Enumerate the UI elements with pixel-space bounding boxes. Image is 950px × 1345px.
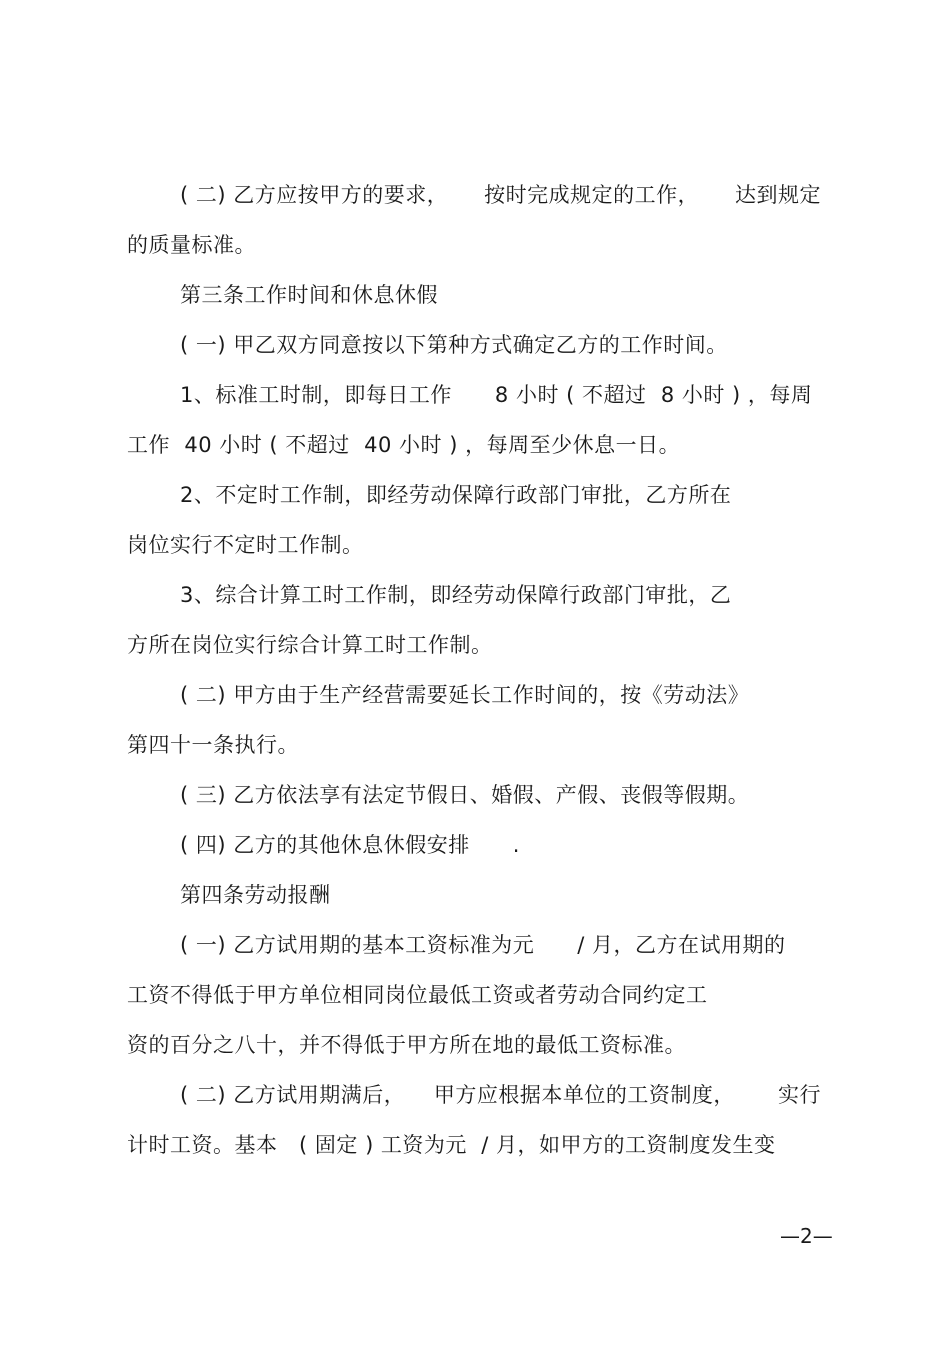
paragraph-line: ( 三) 乙方依法享有法定节假日、婚假、产假、丧假等假期。 [180,783,750,807]
paragraph-line: 计时工资。基本 ( 固定 ) 工资为元 / 月，如甲方的工资制度发生变 [127,1133,776,1157]
paragraph-line: 的质量标准。 [127,233,256,257]
section-heading: 第三条工作时间和休息休假 [180,283,438,307]
paragraph-line: 2、不定时工作制，即经劳动保障行政部门审批，乙方所在 [180,483,732,507]
paragraph-line: ( 一) 乙方试用期的基本工资标准为元 / 月，乙方在试用期的 [180,933,786,957]
paragraph-line: 3、综合计算工时工作制，即经劳动保障行政部门审批，乙 [180,583,732,607]
paragraph-line: 工资不得低于甲方单位相同岗位最低工资或者劳动合同约定工 [127,983,708,1007]
paragraph-line: 方所在岗位实行综合计算工时工作制。 [127,633,493,657]
paragraph-line: 资的百分之八十，并不得低于甲方所在地的最低工资标准。 [127,1033,686,1057]
paragraph-line: ( 一) 甲乙双方同意按以下第种方式确定乙方的工作时间。 [180,333,728,357]
paragraph-line: ( 四) 乙方的其他休息休假安排 . [180,833,520,857]
paragraph-line: ( 二) 乙方应按甲方的要求， 按时完成规定的工作， 达到规定 [180,183,821,207]
paragraph-line: ( 二) 乙方试用期满后， 甲方应根据本单位的工资制度， 实行 [180,1083,821,1107]
section-heading: 第四条劳动报酬 [180,883,331,907]
paragraph-line: ( 二) 甲方由于生产经营需要延长工作时间的，按《劳动法》 [180,683,750,707]
paragraph-line: 岗位实行不定时工作制。 [127,533,364,557]
paragraph-line: 工作 40 小时 ( 不超过 40 小时 ) ，每周至少休息一日。 [127,433,681,457]
paragraph-line: 1、标准工时制，即每日工作 8 小时 ( 不超过 8 小时 ) ，每周 [180,383,813,407]
paragraph-line: 第四十一条执行。 [127,733,299,757]
page-number: —2— [780,1224,833,1248]
